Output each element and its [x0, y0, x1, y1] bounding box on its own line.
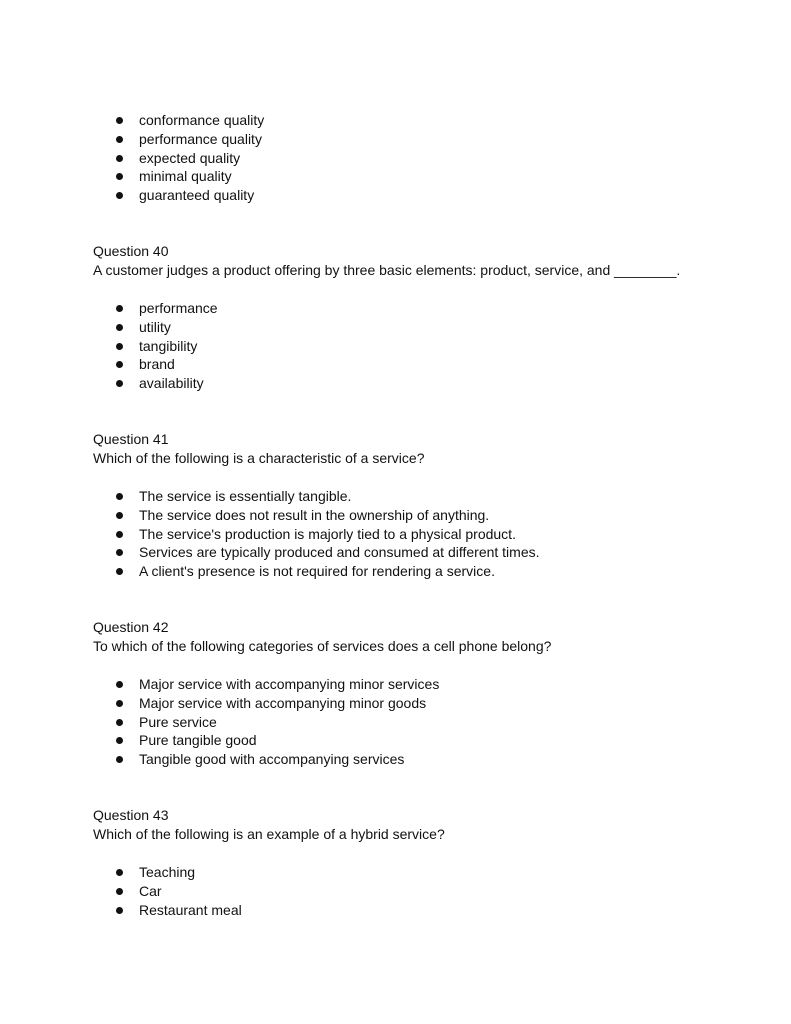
bullet-icon	[116, 192, 123, 199]
answer-option-text: tangibility	[139, 337, 198, 354]
bullet-icon	[116, 136, 123, 143]
answer-option-text: Tangible good with accompanying services	[139, 751, 405, 768]
bullet-icon	[116, 343, 123, 350]
bullet-icon	[116, 888, 123, 895]
bullet-icon	[116, 173, 123, 180]
question-heading: Question 43	[93, 807, 169, 823]
bullet-icon	[116, 531, 123, 538]
bullet-icon	[116, 549, 123, 556]
answer-option-text: Major service with accompanying minor goods	[139, 694, 427, 711]
bullet-icon	[116, 869, 123, 876]
question-heading: Question 42	[93, 619, 169, 635]
answer-option-text: Major service with accompanying minor services	[139, 676, 440, 692]
question-text: To which of the following categories of services does a cell phone belong?	[93, 638, 552, 654]
answer-option-text: performance quality	[139, 130, 262, 147]
bullet-icon	[116, 155, 123, 162]
bullet-icon	[116, 361, 123, 368]
answer-option-text: guaranteed quality	[139, 187, 255, 204]
bullet-icon	[116, 756, 123, 763]
bullet-icon	[116, 907, 123, 914]
bullet-icon	[116, 512, 123, 519]
answer-option-text: Restaurant meal	[139, 901, 242, 918]
bullet-icon	[116, 493, 123, 500]
bullet-icon	[116, 700, 123, 707]
answer-option-text: Services are typically produced and consumed at different times.	[139, 544, 540, 561]
bullet-icon	[116, 324, 123, 331]
question-text: Which of the following is an example of a hybrid service?	[93, 826, 445, 842]
bullet-icon	[116, 117, 123, 124]
bullet-icon	[116, 681, 123, 688]
answer-option-text: Pure service	[139, 713, 217, 730]
answer-option-text: The service does not result in the ownership of anything.	[139, 506, 490, 523]
question-text: A customer judges a product offering by three basic elements: product, service, and ________.	[93, 262, 681, 278]
answer-option-text: brand	[139, 356, 175, 373]
answer-option-text: utility	[139, 318, 171, 335]
answer-option-text: availability	[139, 375, 204, 392]
bullet-icon	[116, 380, 123, 387]
bullet-icon	[116, 719, 123, 726]
bullet-icon	[116, 737, 123, 744]
bullet-icon	[116, 568, 123, 575]
answer-option-text: minimal quality	[139, 168, 232, 185]
answer-option-text: expected quality	[139, 149, 241, 166]
answer-option-text: The service's production is majorly tied to a physical product.	[139, 525, 516, 542]
answer-option-text: Pure tangible good	[139, 732, 257, 749]
answer-option-text: A client's presence is not required for rendering a service.	[139, 563, 495, 580]
answer-option-text: Teaching	[139, 864, 196, 880]
question-heading: Question 40	[93, 243, 169, 259]
question-text: Which of the following is a characteristic of a service?	[93, 450, 425, 466]
answer-option-text: Car	[139, 882, 162, 899]
answer-option-text: performance	[139, 300, 218, 316]
bullet-icon	[116, 305, 123, 312]
answer-option-text: conformance quality	[139, 112, 265, 128]
question-heading: Question 41	[93, 431, 169, 447]
answer-option-text: The service is essentially tangible.	[139, 488, 352, 504]
